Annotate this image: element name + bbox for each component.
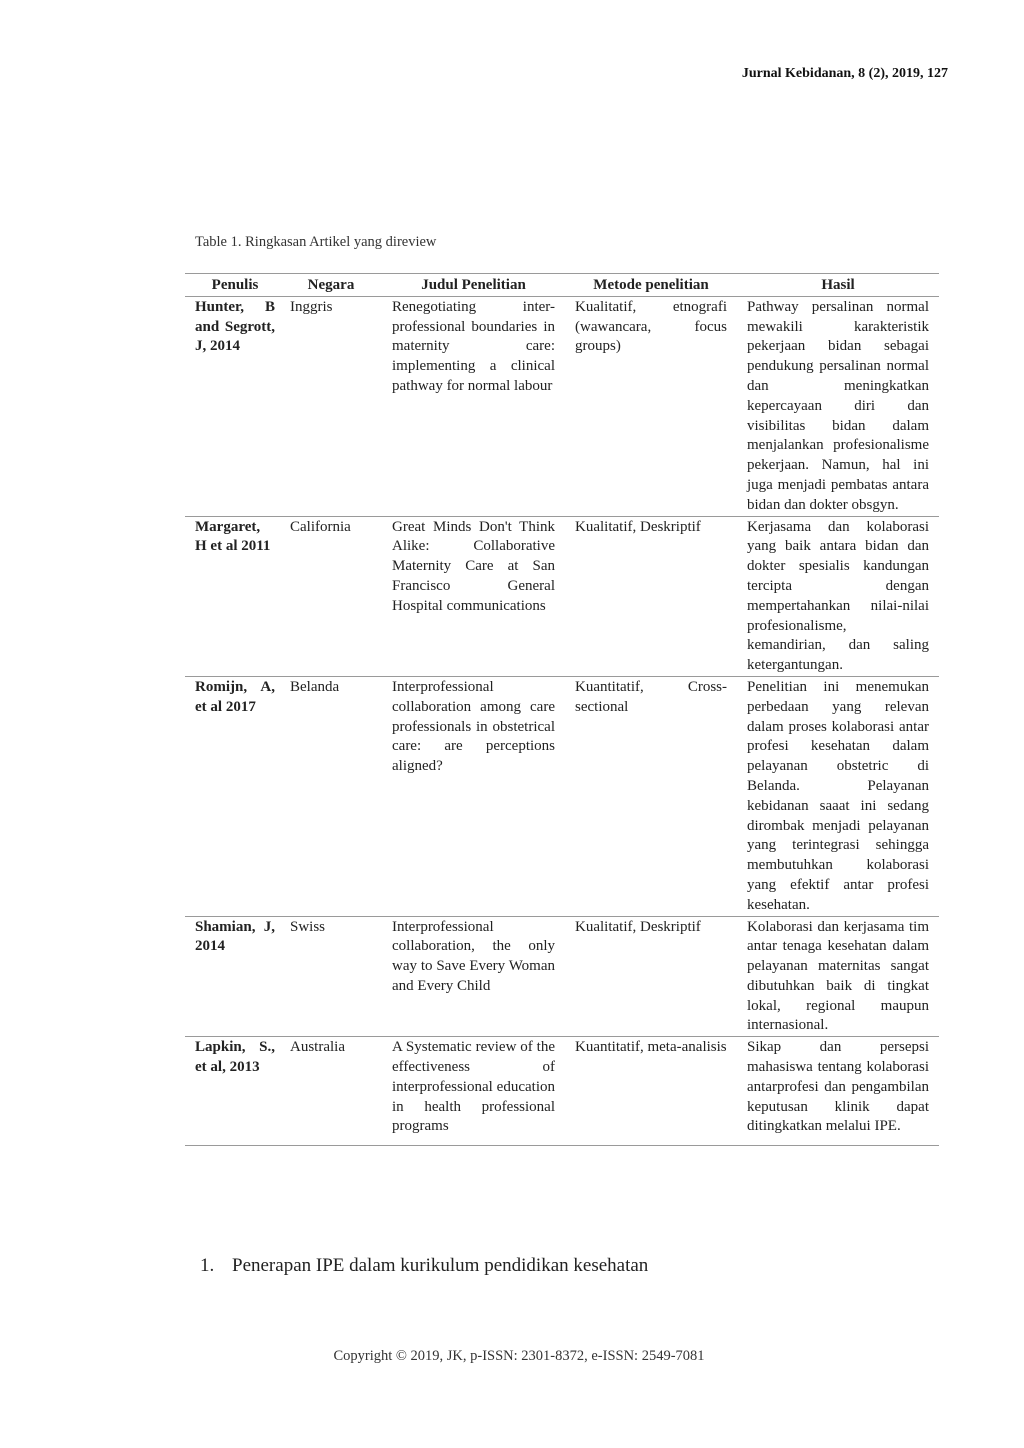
cell-negara: Inggris — [285, 296, 382, 516]
cell-penulis: Romijn, A, et al 2017 — [185, 676, 285, 916]
header-metode: Metode penelitian — [565, 274, 737, 297]
cell-hasil: Penelitian ini menemukan perbedaan yang relevan dalam proses kolaborasi antar profesi kesehatan dalam pelayanan obstetric di Belanda. Pelayanan kebidanan saaat ini sedang dirombak menjadi pelayanan yang terintegrasi sehingga membutuhkan kolaborasi yang efektif antar profesi kesehatan. — [737, 676, 939, 916]
table-row — [185, 676, 939, 916]
cell-negara: Swiss — [285, 916, 382, 1037]
cell-hasil: Pathway persalinan normal mewakili karakteristik pekerjaan bidan sebagai pendukung persalinan normal dan meningkatkan kepercayaan diri dan visibilitas bidan dalam menjalankan profesionalisme pekerjaan. Namun, hal ini juga menjadi pembatas antara bidan dan dokter obsgyn. — [737, 296, 939, 516]
section-heading — [200, 1255, 648, 1277]
table-row — [185, 516, 939, 676]
table-row — [185, 1037, 939, 1146]
cell-judul: Renegotiating inter-professional boundaries in maternity care: implementing a clinical pathway for normal labour — [382, 296, 565, 516]
cell-penulis: Hunter, B and Segrott, J, 2014 — [185, 296, 285, 516]
table-caption: Table 1. Ringkasan Artikel yang direview — [195, 234, 437, 250]
cell-negara: California — [285, 516, 382, 676]
cell-judul: A Systematic review of the effectiveness of interprofessional education in health professional programs — [382, 1037, 565, 1146]
cell-penulis: Margaret, H et al 2011 — [185, 516, 285, 676]
copyright-footer: Copyright © 2019, JK, p-ISSN: 2301-8372, e-ISSN: 2549-7081 — [333, 1348, 705, 1364]
header-penulis: Penulis — [185, 274, 285, 297]
cell-penulis: Lapkin, S., et al, 2013 — [185, 1037, 285, 1146]
cell-metode: Kuantitatif, meta-analisis — [565, 1037, 737, 1146]
cell-metode: Kuantitatif, Cross-sectional — [565, 676, 737, 916]
article-summary-table — [185, 273, 939, 1146]
section-title: Penerapan IPE dalam kurikulum pendidikan kesehatan — [232, 1255, 649, 1276]
cell-negara: Australia — [285, 1037, 382, 1146]
cell-metode: Kualitatif, etnografi (wawancara, focus groups) — [565, 296, 737, 516]
journal-header: Jurnal Kebidanan, 8 (2), 2019, 127 — [741, 66, 948, 81]
cell-judul: Interprofessional collaboration, the only way to Save Every Woman and Every Child — [382, 916, 565, 1037]
cell-metode: Kualitatif, Deskriptif — [565, 916, 737, 1037]
table-header-row — [185, 274, 939, 297]
cell-judul: Great Minds Don't Think Alike: Collaborative Maternity Care at San Francisco General Hospital communications — [382, 516, 565, 676]
table-row — [185, 296, 939, 516]
cell-metode: Kualitatif, Deskriptif — [565, 516, 737, 676]
cell-negara: Belanda — [285, 676, 382, 916]
cell-hasil: Sikap dan persepsi mahasiswa tentang kolaborasi antarprofesi dan pengambilan keputusan klinik dapat ditingkatkan melalui IPE. — [737, 1037, 939, 1146]
cell-hasil: Kolaborasi dan kerjasama tim antar tenaga kesehatan dalam pelayanan maternitas sangat dibutuhkan baik di tingkat lokal, regional maupun internasional. — [737, 916, 939, 1037]
table-row — [185, 916, 939, 1037]
cell-hasil: Kerjasama dan kolaborasi yang baik antara bidan dan dokter spesialis kandungan tercipta dengan mempertahankan nilai-nilai profesionalisme, kemandirian, dan saling ketergantungan. — [737, 516, 939, 676]
header-hasil: Hasil — [737, 274, 939, 297]
header-negara: Negara — [285, 274, 382, 297]
header-judul: Judul Penelitian — [382, 274, 565, 297]
section-number: 1. — [200, 1255, 215, 1276]
cell-judul: Interprofessional collaboration among care professionals in obstetrical care: are perceptions aligned? — [382, 676, 565, 916]
cell-penulis: Shamian, J, 2014 — [185, 916, 285, 1037]
